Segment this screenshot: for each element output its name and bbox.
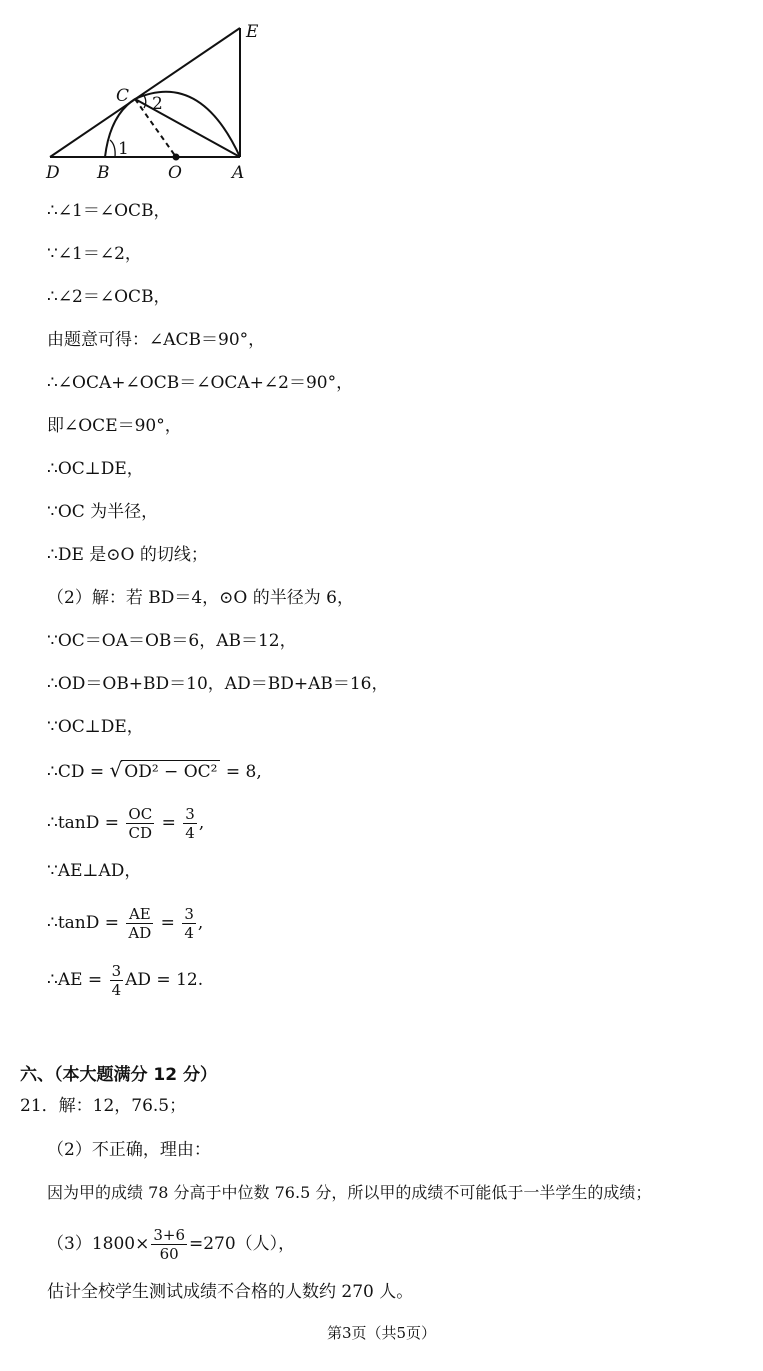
proof-line-14 — [47, 759, 262, 783]
fraction-3-4 — [182, 905, 196, 942]
frac-num: 3+6 — [153, 1226, 185, 1244]
frac-den: 60 — [159, 1245, 179, 1263]
frac-num: 3 — [111, 962, 122, 980]
frac-den: AD — [128, 924, 152, 942]
comma: , — [198, 813, 205, 833]
frac-den: CD — [128, 824, 153, 842]
proof-line-6: 即∠OCE＝90°， — [47, 416, 182, 436]
frac-num: AE — [126, 905, 153, 924]
angle-1-mark — [110, 140, 115, 157]
label-b: B — [97, 163, 110, 183]
frac-den: 4 — [185, 824, 195, 842]
proof-line-2: ∵∠1＝∠2， — [47, 244, 142, 264]
line-de — [50, 28, 240, 157]
calc-result: =270（人）， — [188, 1234, 296, 1254]
cd-prefix: ∴CD = — [47, 762, 110, 782]
geometry-figure — [40, 15, 280, 190]
frac-num: 3 — [185, 805, 195, 823]
label-d: D — [46, 163, 60, 183]
estimate-conclusion: 估计全校学生测试成绩不合格的人数约 270 人。 — [47, 1282, 414, 1302]
label-e: E — [246, 22, 259, 42]
part-2-label: （2）不正确，理由： — [47, 1140, 211, 1160]
ae-prefix: ∴AE = — [47, 970, 108, 990]
proof-line-11: ∵OC＝OA＝OB＝6，AB＝12， — [47, 631, 297, 651]
proof-line-13: ∵OC⊥DE， — [47, 717, 144, 737]
label-2: 2 — [152, 94, 163, 114]
proof-line-9: ∴DE 是⊙O 的切线； — [47, 545, 208, 565]
label-a: A — [232, 163, 245, 183]
fraction-9-60 — [151, 1226, 187, 1263]
sqrt-radicand: OD² − OC² — [121, 760, 220, 783]
label-1: 1 — [118, 139, 129, 159]
calc-prefix: （3）1800× — [47, 1234, 150, 1254]
proof-line-16: ∵AE⊥AD， — [47, 861, 142, 881]
fraction-oc-cd — [126, 805, 154, 842]
proof-line-3: ∴∠2＝∠OCB， — [47, 287, 171, 307]
proof-line-18 — [47, 962, 203, 999]
center-point — [173, 154, 180, 161]
proof-line-15 — [47, 805, 204, 842]
question-21-answer: 21．解：12，76.5； — [20, 1096, 187, 1116]
proof-line-5: ∴∠OCA+∠OCB＝∠OCA+∠2＝90°， — [47, 373, 354, 393]
fraction-3-4 — [183, 805, 197, 842]
fraction-3-4 — [110, 962, 124, 999]
page-footer: 第3页（共5页） — [326, 1324, 437, 1342]
tan-prefix-1: ∴tanD = — [47, 813, 125, 833]
frac-num: 3 — [184, 905, 194, 923]
label-o: O — [168, 163, 182, 183]
proof-line-1: ∴∠1＝∠OCB， — [47, 201, 171, 221]
frac-num: OC — [128, 805, 153, 823]
cd-result: = 8, — [220, 762, 262, 782]
proof-line-17 — [47, 905, 203, 942]
fraction-ae-ad — [126, 905, 153, 942]
equals: = — [155, 913, 181, 933]
comma: , — [197, 913, 204, 933]
frac-den: 4 — [184, 924, 194, 942]
proof-line-8: ∵OC 为半径， — [47, 502, 159, 522]
proof-line-12: ∴OD＝OB+BD＝10，AD＝BD+AB＝16， — [47, 674, 389, 694]
proof-line-7: ∴OC⊥DE， — [47, 459, 144, 479]
proof-line-4: 由题意可得：∠ACB＝90°， — [47, 330, 266, 350]
part-3-calculation — [47, 1226, 295, 1263]
frac-den: 4 — [111, 981, 122, 999]
proof-line-10: （2）解：若 BD＝4，⊙O 的半径为 6， — [47, 588, 354, 608]
section-heading: 六、（本大题满分 12 分） — [20, 1065, 217, 1085]
ae-result: AD = 12. — [125, 970, 204, 990]
label-c: C — [116, 86, 130, 106]
sqrt-sign: √ — [109, 758, 123, 782]
part-2-reason: 因为甲的成绩 78 分高于中位数 76.5 分，所以甲的成绩不可能低于一半学生的成绩； — [47, 1183, 652, 1202]
equals: = — [156, 813, 182, 833]
tan-prefix-2: ∴tanD = — [47, 913, 125, 933]
